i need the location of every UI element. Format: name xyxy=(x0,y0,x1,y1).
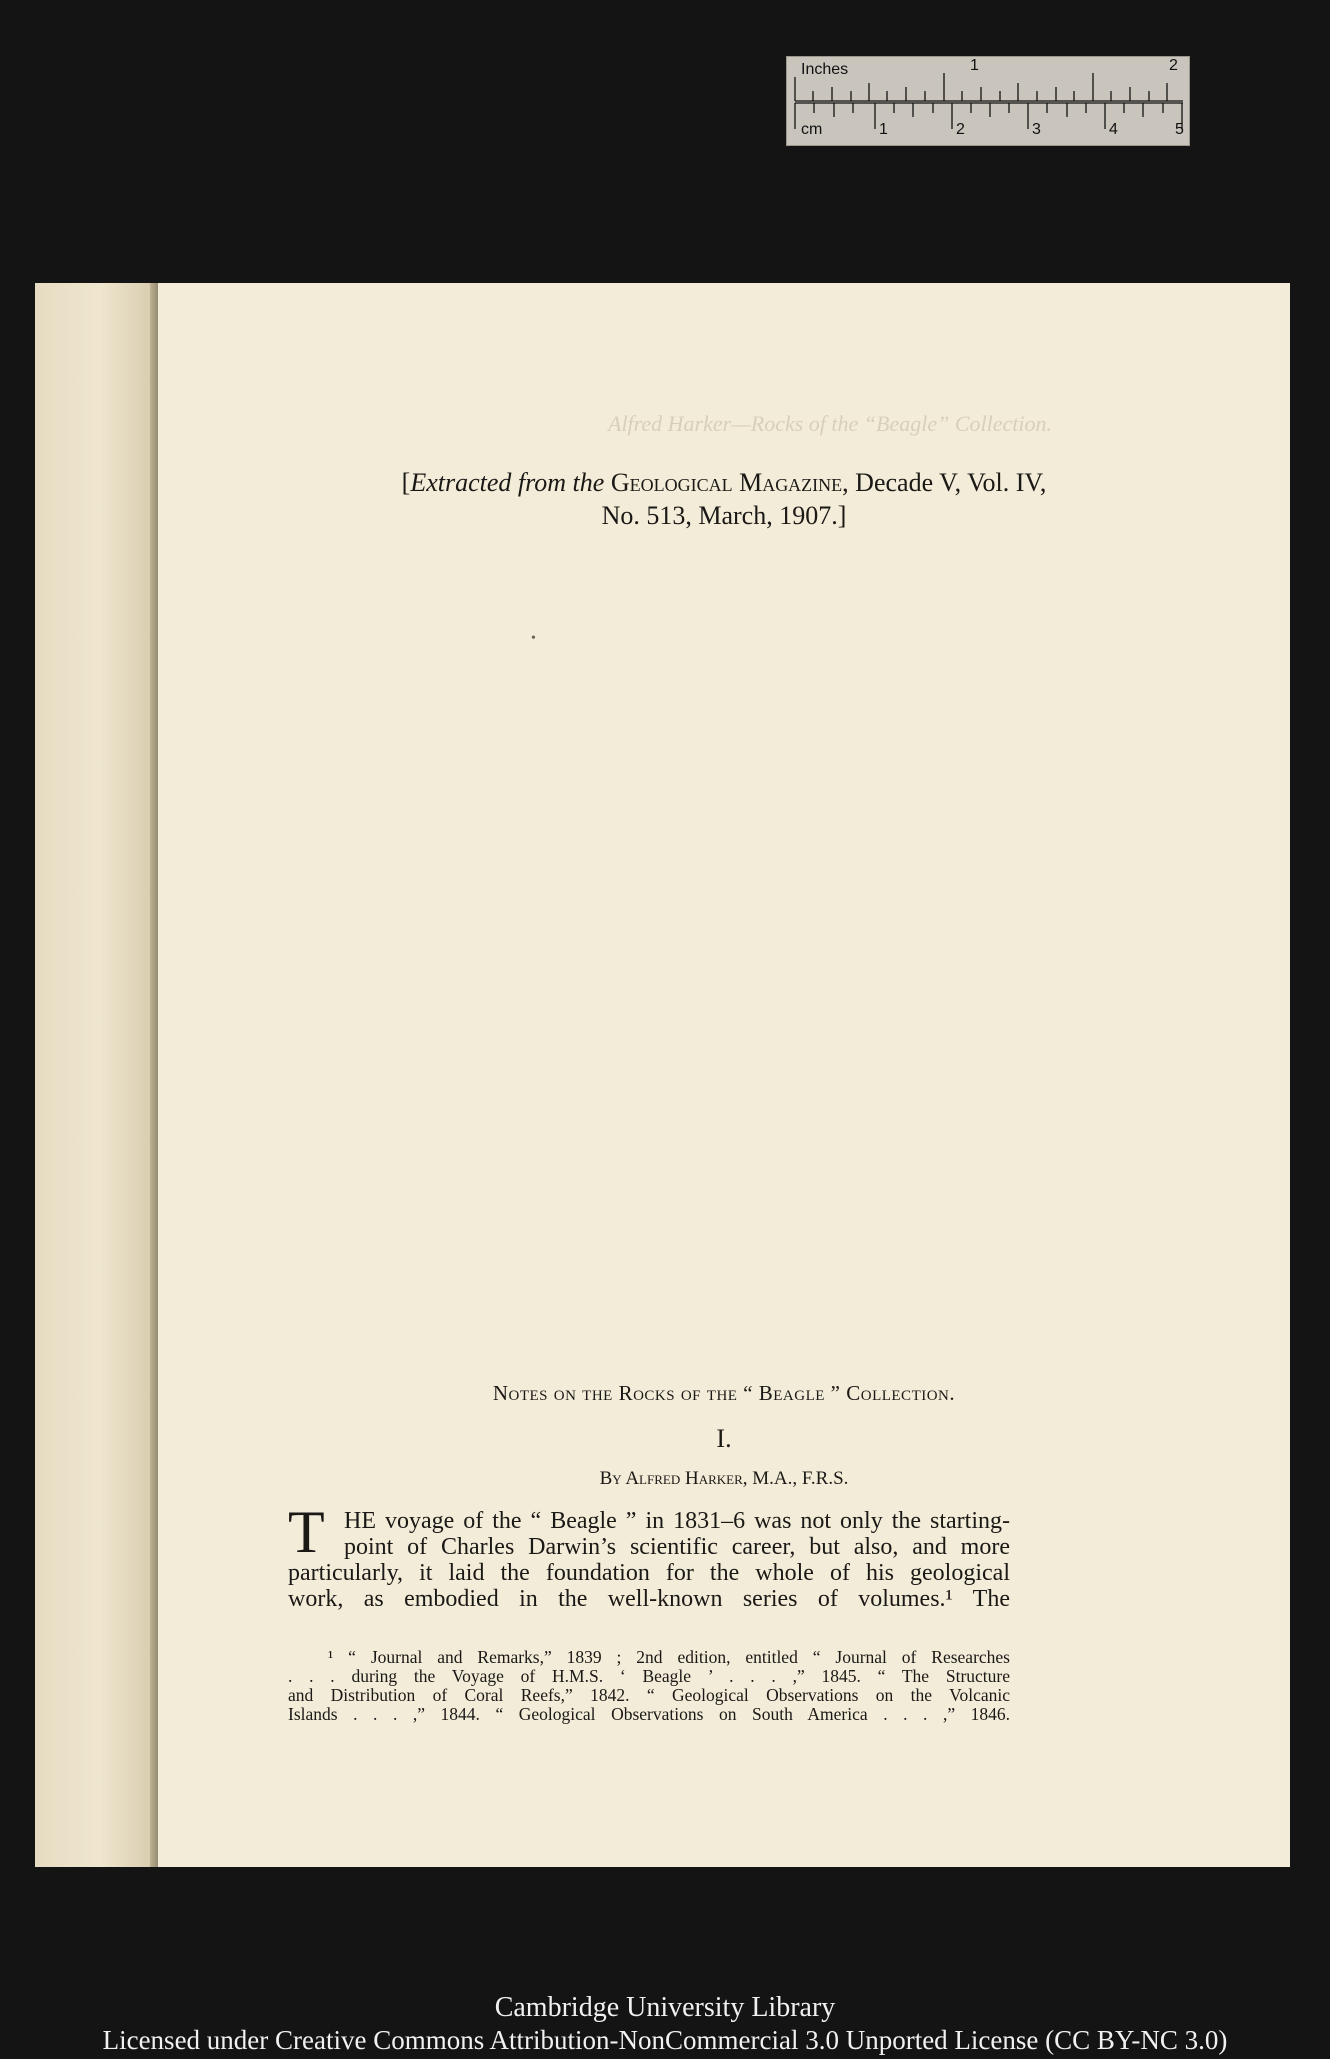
cm-mark-1: 1 xyxy=(879,121,888,138)
cm-mark-3: 3 xyxy=(1032,121,1041,138)
article-body xyxy=(288,1508,1010,1612)
extract-italic: Extracted from the xyxy=(410,468,605,497)
document-page xyxy=(158,283,1290,1867)
body-line: work, as embodied in the well-known series of volumes.¹ The xyxy=(288,1586,1010,1612)
author-byline: By Alfred Harker, M.A., F.R.S. xyxy=(599,1468,849,1489)
part-numeral: I. xyxy=(716,1424,732,1453)
cm-label: cm xyxy=(801,121,823,138)
measurement-scale-bar xyxy=(786,56,1190,146)
footnote-line: Islands . . . ,” 1844. “ Geological Observations on South America . . . ,” 1846. xyxy=(288,1704,1010,1724)
cm-mark-4: 4 xyxy=(1109,121,1118,138)
stray-mark: • xyxy=(531,631,536,646)
bleed-through-header: Alfred Harker—Rocks of the “Beagle” Collection. xyxy=(608,411,1052,436)
magazine-name: Geological Magazine xyxy=(610,468,843,497)
extract-notice-line-2: No. 513, March, 1907.] xyxy=(601,501,847,530)
body-line: particularly, it laid the foundation for the whole of his geological xyxy=(288,1560,1010,1586)
footnote-line: . . . during the Voyage of H.M.S. ‘ Beagle ’ . . . ,” 1845. “ The Structure xyxy=(288,1666,1010,1686)
article-title: Notes on the Rocks of the “ Beagle ” Collection. xyxy=(492,1381,956,1405)
footnote xyxy=(288,1648,1010,1724)
cm-mark-2: 2 xyxy=(956,121,965,138)
cm-mark-5: 5 xyxy=(1175,121,1184,138)
inch-mark-2: 2 xyxy=(1169,57,1178,74)
inches-label: Inches xyxy=(801,61,849,78)
body-line: HE voyage of the “ Beagle ” in 1831–6 was not only the starting- xyxy=(344,1508,1010,1534)
library-credit: Cambridge University Library xyxy=(494,1992,836,2023)
footnote-line: and Distribution of Coral Reefs,” 1842. “ Geological Observations on the Volcanic xyxy=(288,1685,1010,1705)
extract-notice-line-1 xyxy=(158,468,1290,498)
drop-cap: T xyxy=(288,1499,325,1565)
footnote-line: ¹ “ Journal and Remarks,” 1839 ; 2nd edition, entitled “ Journal of Researches xyxy=(328,1647,1010,1667)
extract-rest: , Decade V, Vol. IV, xyxy=(842,468,1047,497)
license-credit: Licensed under Creative Commons Attribution-NonCommercial 3.0 Unported License (CC BY-NC 3.0) xyxy=(102,2025,1228,2055)
body-line: point of Charles Darwin’s scientific career, but also, and more xyxy=(344,1534,1010,1560)
bracket-open: [ xyxy=(401,468,411,497)
facing-page-edge xyxy=(35,283,153,1867)
inch-mark-1: 1 xyxy=(970,57,979,74)
